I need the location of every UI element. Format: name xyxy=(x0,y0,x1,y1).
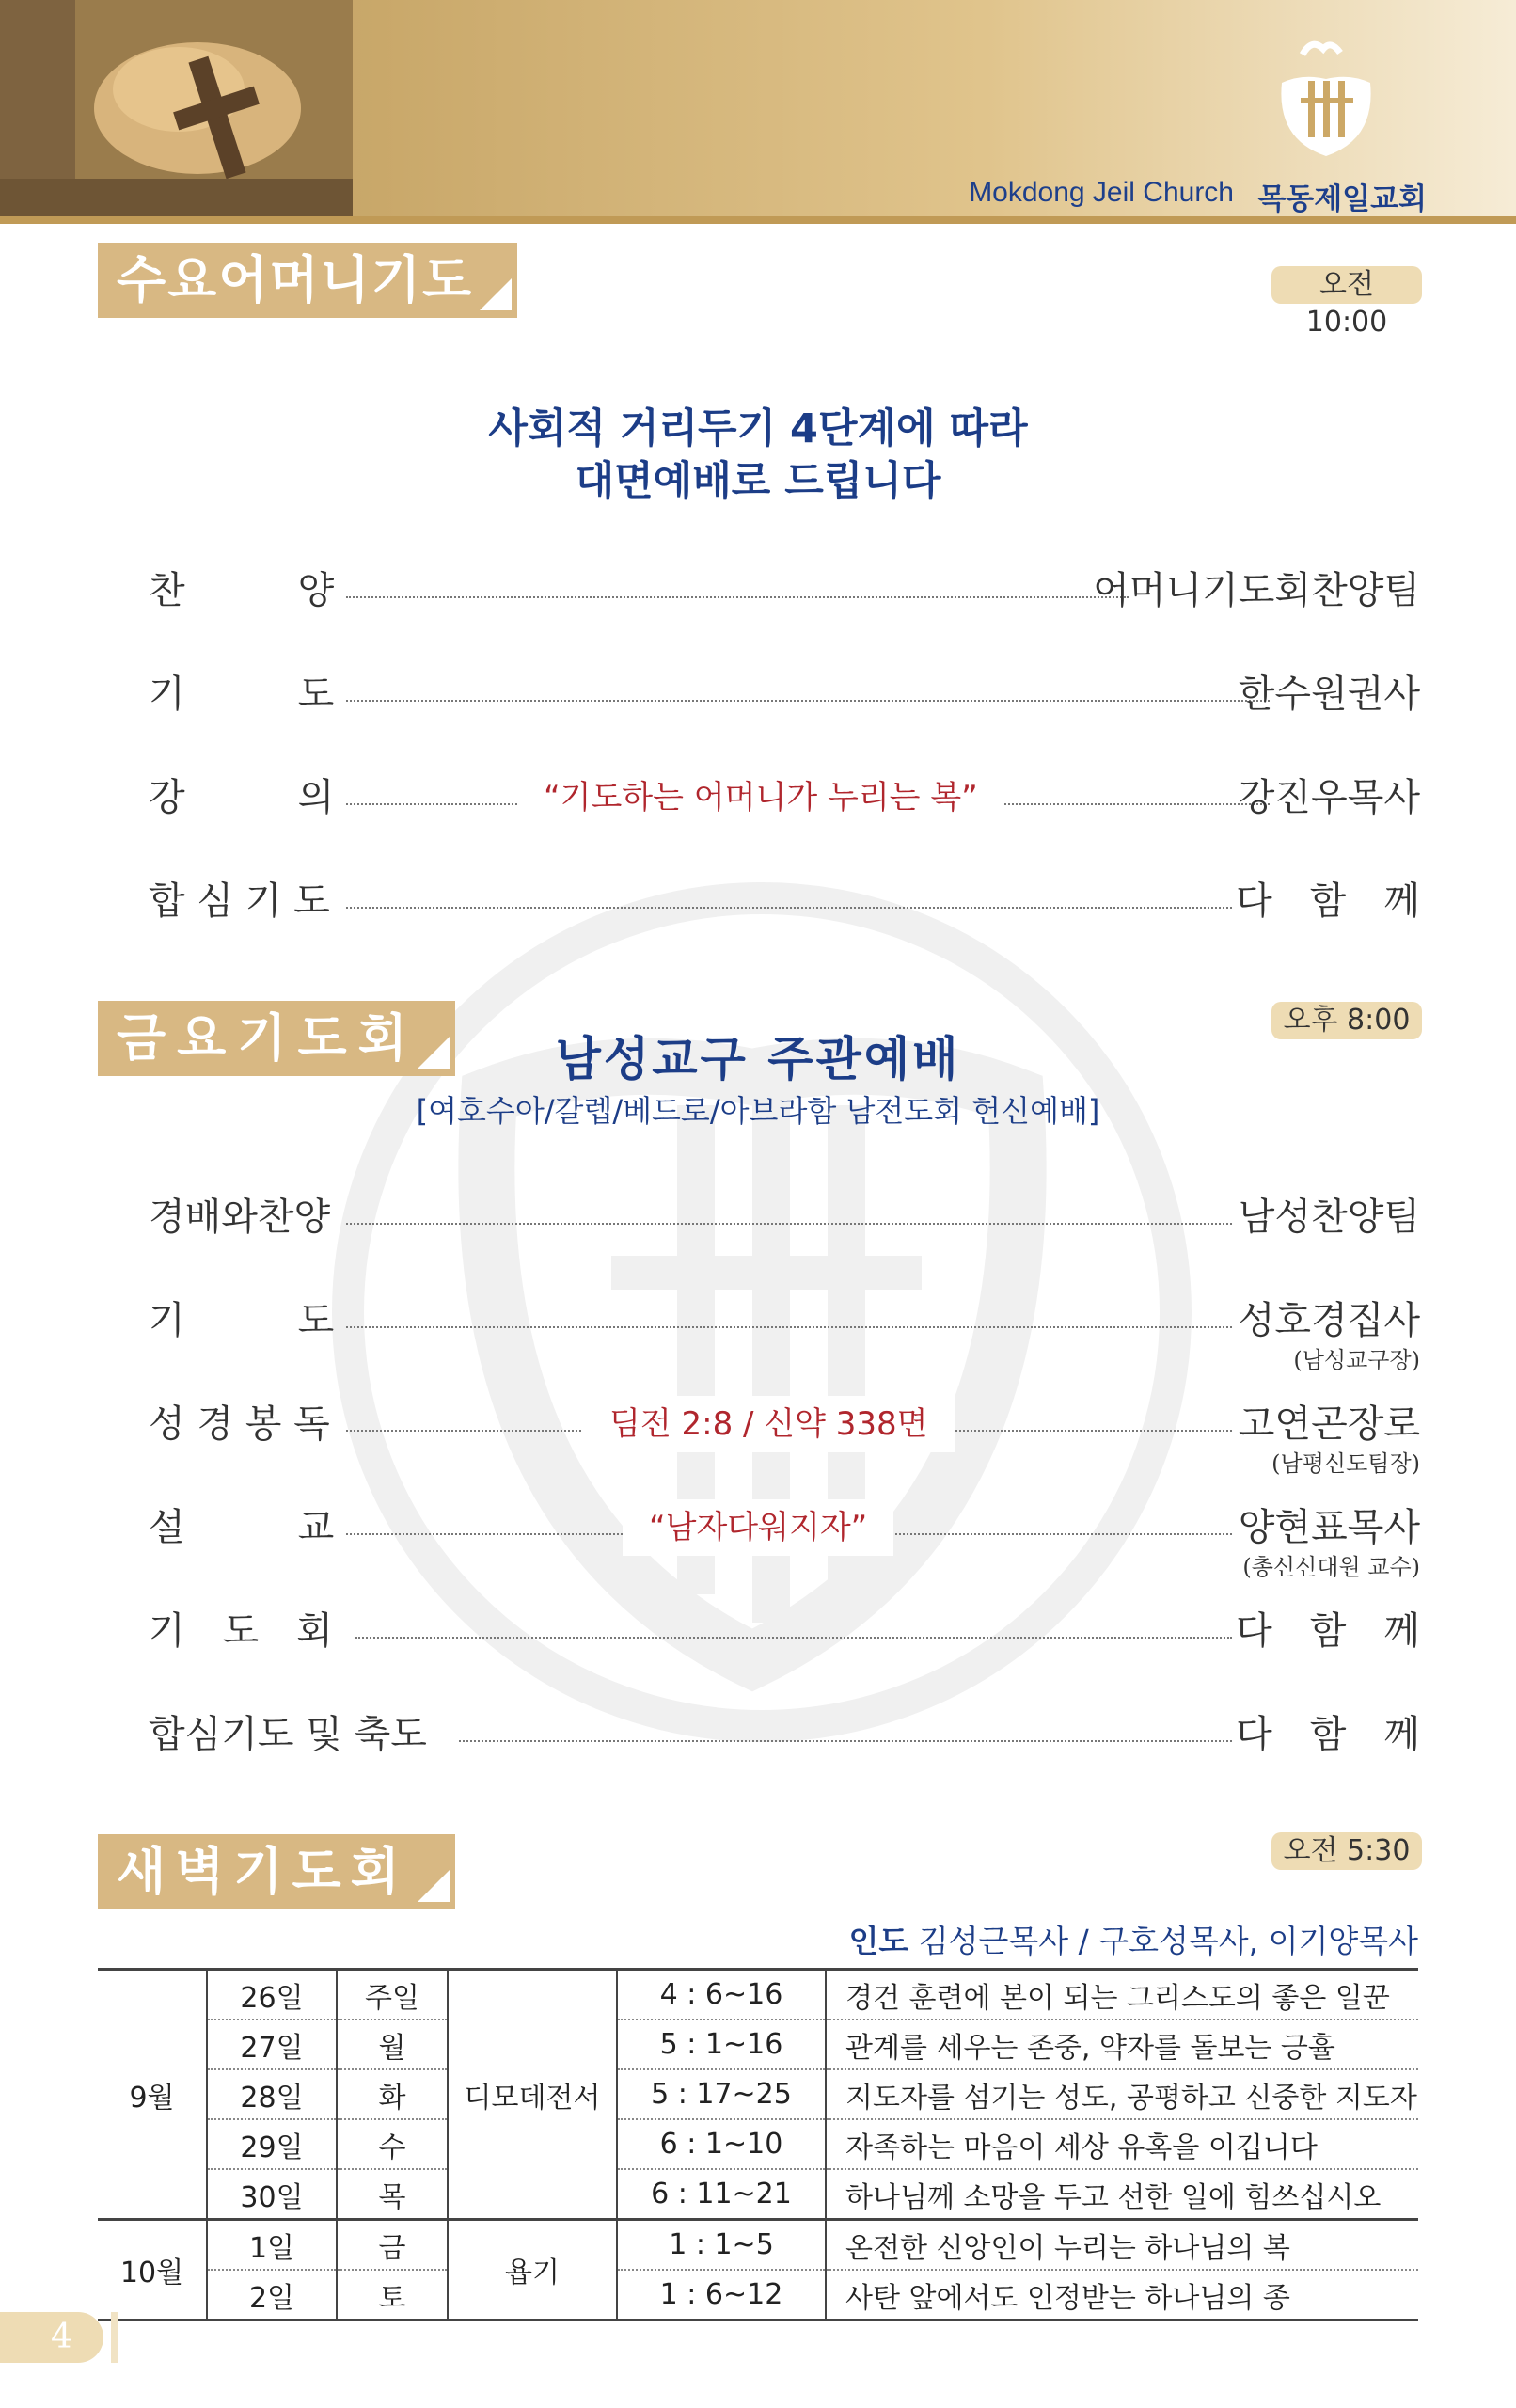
leader-names: 김성근목사 / 구호성목사, 이기양목사 xyxy=(918,1923,1418,1959)
dotted-leader xyxy=(346,700,1270,702)
table-row xyxy=(98,2220,1418,2271)
order-sub-note: (총신신대원 교수) xyxy=(1242,1554,1420,1580)
order-row xyxy=(149,562,1420,619)
day-cell: 2일 xyxy=(207,2270,337,2321)
church-name-english: Mokdong Jeil Church xyxy=(969,177,1234,208)
friday-service-heading: 남성교구 주관예배 xyxy=(555,1032,961,1086)
order-value: 다 함 께 xyxy=(1236,1713,1420,1756)
verse-cell: 1 : 6~12 xyxy=(617,2270,826,2321)
dawn-leaders xyxy=(848,1917,1418,1961)
verse-cell: 5 : 17~25 xyxy=(617,2069,826,2119)
section-title-dawn xyxy=(98,1834,455,1909)
time-badge: 오전10:00 xyxy=(1271,266,1422,304)
verse-cell: 1 : 1~5 xyxy=(617,2220,826,2271)
order-label: 합심기도 및 축도 xyxy=(149,1713,427,1756)
month-cell: 10월 xyxy=(98,2220,207,2321)
time-badge: 오전 5:30 xyxy=(1271,1832,1422,1870)
dotted-leader xyxy=(459,1740,1232,1742)
day-cell: 30일 xyxy=(207,2169,337,2220)
month-cell: 9월 xyxy=(98,1970,207,2220)
weekday-cell: 화 xyxy=(337,2069,448,2119)
time-badge: 오후 8:00 xyxy=(1271,1002,1422,1039)
dotted-leader xyxy=(346,596,1129,598)
order-label: 합 심 기 도 xyxy=(149,879,330,923)
order-label: 설 교 xyxy=(149,1506,335,1549)
theme-cell: 하나님께 소망을 두고 선한 일에 힘쓰십시오 xyxy=(826,2169,1418,2220)
order-row xyxy=(149,1292,1420,1373)
corner-fold-icon xyxy=(418,1870,450,1902)
page-tab-tick xyxy=(111,2312,118,2363)
order-row xyxy=(149,1603,1420,1659)
day-cell: 27일 xyxy=(207,2020,337,2069)
theme-cell: 온전한 신앙인이 누리는 하나님의 복 xyxy=(826,2220,1418,2271)
order-value: 양현표목사 xyxy=(1238,1506,1420,1549)
verse-cell: 4 : 6~16 xyxy=(617,1970,826,2020)
order-row xyxy=(149,1706,1420,1763)
table-row xyxy=(98,2270,1418,2321)
order-sub-note: (남성교구장) xyxy=(1293,1347,1420,1373)
day-cell: 26일 xyxy=(207,1970,337,2020)
weekday-cell: 목 xyxy=(337,2169,448,2220)
order-row xyxy=(149,1396,1420,1477)
dawn-schedule-table xyxy=(98,1968,1418,2321)
section-title-wednesday xyxy=(98,243,517,385)
scripture-reference: 딤전 2:8 / 신약 338면 xyxy=(583,1396,955,1452)
notice-line-2: 대면예배로 드립니다 xyxy=(575,458,941,505)
sermon-title: “남자다워지자” xyxy=(623,1499,893,1556)
section-title-text: 수요어머니기도회 xyxy=(117,250,474,385)
verse-cell: 6 : 11~21 xyxy=(617,2169,826,2220)
table-row xyxy=(98,2020,1418,2069)
table-row xyxy=(98,2169,1418,2220)
corner-fold-icon xyxy=(480,278,512,310)
friday-service-subheading: [여호수아/갈렙/베드로/아브라함 남전도회 헌신예배] xyxy=(416,1093,1100,1129)
dotted-leader xyxy=(346,1326,1232,1328)
order-row xyxy=(149,769,1420,826)
order-label: 기 도 xyxy=(149,673,335,716)
verse-cell: 5 : 1~16 xyxy=(617,2020,826,2069)
table-row xyxy=(98,2069,1418,2119)
dotted-leader xyxy=(346,907,1232,909)
order-row xyxy=(149,1499,1420,1580)
praying-hands-photo xyxy=(0,0,353,224)
order-label: 강 의 xyxy=(149,776,335,819)
book-cell: 디모데전서 xyxy=(448,1970,617,2220)
theme-cell: 지도자를 섬기는 성도, 공평하고 신중한 지도자 xyxy=(826,2069,1418,2119)
page-number: 4 xyxy=(0,2312,103,2363)
theme-cell: 관계를 세우는 존중, 약자를 돌보는 긍휼 xyxy=(826,2020,1418,2069)
order-value: 다 함 께 xyxy=(1236,879,1420,923)
day-cell: 1일 xyxy=(207,2220,337,2271)
order-value: 남성찬양팀 xyxy=(1238,1196,1420,1239)
church-name-korean: 목동제일교회 xyxy=(1257,182,1427,216)
theme-cell: 자족하는 마음이 세상 유혹을 이깁니다 xyxy=(826,2119,1418,2169)
order-label: 찬 양 xyxy=(149,569,335,612)
order-row xyxy=(149,873,1420,929)
lecture-title: “기도하는 어머니가 누리는 복” xyxy=(517,769,1004,826)
table-row xyxy=(98,2119,1418,2169)
weekday-cell: 주일 xyxy=(337,1970,448,2020)
table-row xyxy=(98,1970,1418,2020)
order-value: 고연곤장로 xyxy=(1238,1402,1420,1446)
order-row xyxy=(149,1189,1420,1245)
order-value: 다 함 께 xyxy=(1236,1609,1420,1653)
section-title-text: 금요기도회 xyxy=(117,1008,418,1068)
section-title-text: 새벽기도회 xyxy=(117,1842,409,1901)
order-value: 한수원권사 xyxy=(1238,673,1420,716)
notice-line-1: 사회적 거리두기 4단계에 따라 xyxy=(488,405,1028,452)
verse-cell: 6 : 1~10 xyxy=(617,2119,826,2169)
order-label: 기 도 회 xyxy=(149,1609,333,1653)
order-value: 어머니기도회찬양팀 xyxy=(1093,569,1420,612)
book-cell: 욥기 xyxy=(448,2220,617,2321)
weekday-cell: 금 xyxy=(337,2220,448,2271)
order-label: 성 경 봉 독 xyxy=(149,1402,330,1446)
order-value: 성호경집사 xyxy=(1238,1299,1420,1342)
order-label: 기 도 xyxy=(149,1299,335,1342)
header-rule xyxy=(0,216,1516,224)
harp-dove-icon xyxy=(1274,36,1378,163)
day-cell: 28일 xyxy=(207,2069,337,2119)
leader-label: 인도 xyxy=(848,1923,909,1959)
order-value: 강진우목사 xyxy=(1238,776,1420,819)
order-sub-note: (남평신도팀장) xyxy=(1271,1450,1420,1477)
dotted-leader xyxy=(355,1637,1232,1639)
theme-cell: 경건 훈련에 본이 되는 그리스도의 좋은 일꾼 xyxy=(826,1970,1418,2020)
order-row xyxy=(149,666,1420,722)
theme-cell: 사탄 앞에서도 인정받는 하나님의 종 xyxy=(826,2270,1418,2321)
weekday-cell: 월 xyxy=(337,2020,448,2069)
order-label: 경배와찬양 xyxy=(149,1196,331,1239)
dotted-leader xyxy=(346,1223,1232,1225)
weekday-cell: 수 xyxy=(337,2119,448,2169)
weekday-cell: 토 xyxy=(337,2270,448,2321)
day-cell: 29일 xyxy=(207,2119,337,2169)
